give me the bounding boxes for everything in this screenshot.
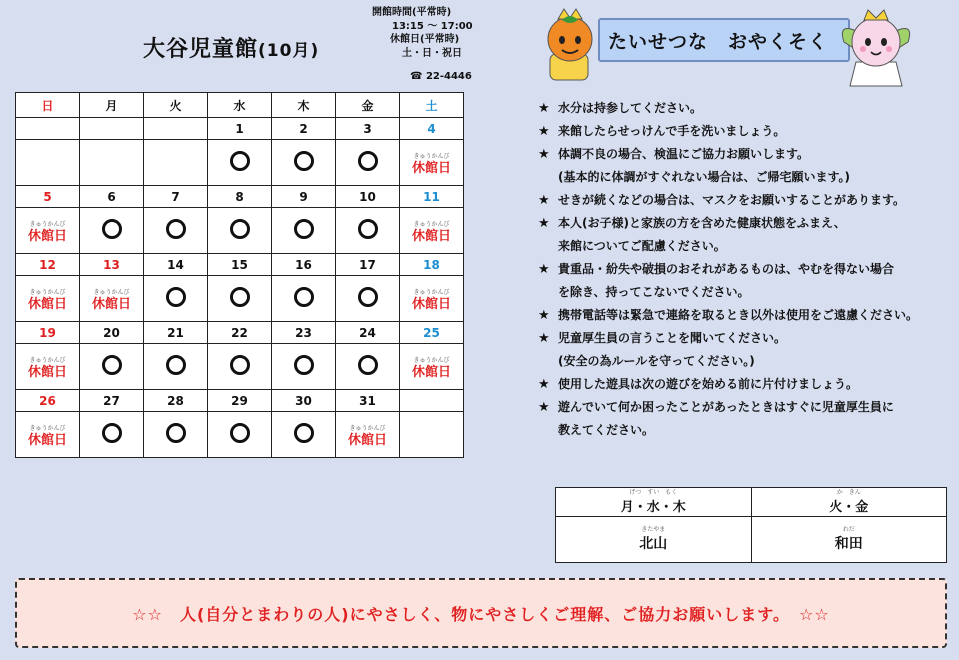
persimmon-mascot-icon <box>540 4 600 84</box>
rule-item <box>538 115 948 138</box>
closed-day-label: きゅうかんび 休館日 <box>91 288 131 312</box>
date-cell: 2 <box>272 118 336 140</box>
status-cell <box>80 208 144 254</box>
status-cell <box>336 412 400 458</box>
date-cell: 17 <box>336 254 400 276</box>
closed-label: 休館日(平常時) <box>390 34 460 45</box>
rule-text: 教えてください。 <box>558 423 655 437</box>
closed-day-label: きゅうかんび 休館日 <box>411 220 451 244</box>
open-circle-icon <box>230 423 250 443</box>
date-cell <box>400 390 464 412</box>
star-icon: ★ <box>538 262 550 277</box>
week-2-status <box>16 276 464 322</box>
week-4-status <box>16 412 464 458</box>
closed-day-label: きゅうかんび 休館日 <box>411 152 451 176</box>
week-0-dates <box>16 118 464 140</box>
status-cell <box>144 276 208 322</box>
status-cell <box>400 344 464 390</box>
date-cell: 1 <box>208 118 272 140</box>
status-cell <box>272 276 336 322</box>
staff-days-b: か きん 火・金 <box>751 488 947 517</box>
rule-item <box>538 184 948 207</box>
week-4-dates <box>16 390 464 412</box>
weekday-5: 金 <box>336 93 400 118</box>
date-cell: 26 <box>16 390 80 412</box>
status-cell <box>208 344 272 390</box>
rule-text: 貴重品・紛失や破損のおそれがあるものは、やむを得ない場合 <box>558 262 895 276</box>
rule-text: 本人(お子様)と家族の方を含めた健康状態をふまえ、 <box>558 216 846 230</box>
staff-name-a: きたやま 北山 <box>556 517 752 563</box>
closed-day-label: きゅうかんび 休館日 <box>411 356 451 380</box>
closed-day-label: きゅうかんび 休館日 <box>27 220 67 244</box>
star-icon: ★ <box>538 124 550 139</box>
staff-days-a: げつ すい もく 月・水・木 <box>556 488 752 517</box>
rule-text: せきが続くなどの場合は、マスクをお願いすることがあります。 <box>558 193 906 207</box>
weekday-6: 土 <box>400 93 464 118</box>
status-cell <box>16 140 80 186</box>
week-2-dates <box>16 254 464 276</box>
status-cell <box>80 412 144 458</box>
rule-item <box>538 207 948 253</box>
status-cell <box>400 412 464 458</box>
week-0-status <box>16 140 464 186</box>
open-circle-icon <box>166 287 186 307</box>
closed-day-label: きゅうかんび 休館日 <box>27 424 67 448</box>
weekday-0: 日 <box>16 93 80 118</box>
closed-day-label: きゅうかんび 休館日 <box>347 424 387 448</box>
rule-item <box>538 322 948 368</box>
weekday-3: 水 <box>208 93 272 118</box>
open-circle-icon <box>230 151 250 171</box>
week-3-status <box>16 344 464 390</box>
open-circle-icon <box>102 355 122 375</box>
open-circle-icon <box>358 151 378 171</box>
status-cell <box>144 412 208 458</box>
date-cell: 31 <box>336 390 400 412</box>
status-cell <box>336 208 400 254</box>
date-cell: 8 <box>208 186 272 208</box>
opening-info <box>372 6 473 84</box>
rule-item <box>538 391 948 437</box>
rule-item <box>538 299 948 322</box>
open-circle-icon <box>102 423 122 443</box>
date-cell: 28 <box>144 390 208 412</box>
rule-text: 使用した遊具は次の遊びを始める前に片付けましょう。 <box>558 377 859 391</box>
open-circle-icon <box>358 287 378 307</box>
status-cell <box>336 276 400 322</box>
rule-item <box>538 92 948 115</box>
status-cell <box>16 344 80 390</box>
rule-text: 水分は持参してください。 <box>558 101 703 115</box>
open-circle-icon <box>230 219 250 239</box>
status-cell <box>80 276 144 322</box>
open-circle-icon <box>166 423 186 443</box>
date-cell: 10 <box>336 186 400 208</box>
hours-label: 開館時間(平常時) <box>372 7 452 18</box>
date-cell: 12 <box>16 254 80 276</box>
star-icon: ★ <box>538 101 550 116</box>
date-cell: 29 <box>208 390 272 412</box>
open-circle-icon <box>230 287 250 307</box>
date-cell <box>16 118 80 140</box>
date-cell <box>80 118 144 140</box>
week-1-status <box>16 208 464 254</box>
closed-value: 土・日・祝日 <box>402 47 462 59</box>
date-cell: 25 <box>400 322 464 344</box>
status-cell <box>208 208 272 254</box>
phone-number: ☎ 22-4446 <box>410 71 472 82</box>
status-cell <box>272 140 336 186</box>
status-cell <box>272 412 336 458</box>
star-icon: ★ <box>538 331 550 346</box>
open-circle-icon <box>102 219 122 239</box>
status-cell <box>400 208 464 254</box>
date-cell: 30 <box>272 390 336 412</box>
star-icon: ★ <box>538 216 550 231</box>
rule-text: 児童厚生員の言うことを聞いてください。 <box>558 331 787 345</box>
date-cell: 20 <box>80 322 144 344</box>
rule-text: 体調不良の場合、検温にご協力お願いします。 <box>558 147 810 161</box>
open-circle-icon <box>166 219 186 239</box>
open-circle-icon <box>166 355 186 375</box>
date-cell: 5 <box>16 186 80 208</box>
staff-names-row <box>556 517 947 563</box>
date-cell: 24 <box>336 322 400 344</box>
status-cell <box>208 140 272 186</box>
date-cell: 18 <box>400 254 464 276</box>
open-circle-icon <box>230 355 250 375</box>
status-cell <box>336 140 400 186</box>
star-icon: ★ <box>538 193 550 208</box>
weekday-header-row <box>16 93 464 118</box>
important-promises-banner: たいせつな おやくそく <box>598 18 850 62</box>
status-cell <box>144 140 208 186</box>
star-icon: ★ <box>538 400 550 415</box>
weekday-2: 火 <box>144 93 208 118</box>
page-title <box>143 32 319 63</box>
rule-text: 来館についてご配慮ください。 <box>558 239 726 253</box>
rule-text: (安全の為ルールを守ってください。) <box>558 354 755 368</box>
rule-text: 来館したらせっけんで手を洗いましょう。 <box>558 124 786 138</box>
date-cell: 13 <box>80 254 144 276</box>
week-3-dates <box>16 322 464 344</box>
hours-value: 13:15 〜 17:00 <box>392 20 473 32</box>
princess-mascot-icon <box>840 2 912 88</box>
status-cell <box>208 412 272 458</box>
rule-item <box>538 138 948 184</box>
open-circle-icon <box>294 423 314 443</box>
status-cell <box>336 344 400 390</box>
status-cell <box>272 344 336 390</box>
weekday-4: 木 <box>272 93 336 118</box>
closed-day-label: きゅうかんび 休館日 <box>27 356 67 380</box>
date-cell: 23 <box>272 322 336 344</box>
calendar-table <box>15 92 464 458</box>
star-icon: ★ <box>538 308 550 323</box>
star-icon: ★ <box>538 377 550 392</box>
date-cell: 14 <box>144 254 208 276</box>
status-cell <box>16 276 80 322</box>
rule-text: (基本的に体調がすぐれない場合は、ご帰宅願います。) <box>558 170 851 184</box>
date-cell: 6 <box>80 186 144 208</box>
closed-day-label: きゅうかんび 休館日 <box>411 288 451 312</box>
status-cell <box>16 412 80 458</box>
date-cell: 9 <box>272 186 336 208</box>
date-cell: 7 <box>144 186 208 208</box>
rule-item <box>538 253 948 299</box>
status-cell <box>400 140 464 186</box>
date-cell: 27 <box>80 390 144 412</box>
rule-text: を除き、持ってこないでください。 <box>558 285 750 299</box>
title-text: 大谷児童館 <box>143 37 259 62</box>
status-cell <box>80 344 144 390</box>
open-circle-icon <box>294 355 314 375</box>
status-cell <box>272 208 336 254</box>
open-circle-icon <box>294 287 314 307</box>
rules-list <box>538 92 948 437</box>
staff-days-row <box>556 488 947 517</box>
status-cell <box>144 344 208 390</box>
weekday-1: 月 <box>80 93 144 118</box>
open-circle-icon <box>294 151 314 171</box>
status-cell <box>208 276 272 322</box>
week-1-dates <box>16 186 464 208</box>
status-cell <box>400 276 464 322</box>
rule-text: 遊んでいて何か困ったことがあったときはすぐに児童厚生員に <box>558 400 894 414</box>
footer-message: ☆☆ 人(自分とまわりの人)にやさしく、物にやさしくご理解、ご協力お願いします。 ☆☆ <box>15 578 947 648</box>
staff-table <box>555 487 947 563</box>
date-cell: 3 <box>336 118 400 140</box>
date-cell: 15 <box>208 254 272 276</box>
star-icon: ★ <box>538 147 550 162</box>
status-cell <box>80 140 144 186</box>
date-cell: 11 <box>400 186 464 208</box>
date-cell: 16 <box>272 254 336 276</box>
closed-day-label: きゅうかんび 休館日 <box>27 288 67 312</box>
open-circle-icon <box>358 355 378 375</box>
status-cell <box>144 208 208 254</box>
title-month: (10月) <box>258 41 320 61</box>
open-circle-icon <box>294 219 314 239</box>
open-circle-icon <box>358 219 378 239</box>
staff-name-b: わだ 和田 <box>751 517 947 563</box>
rule-text: 携帯電話等は緊急で連絡を取るとき以外は使用をご遠慮ください。 <box>558 308 919 322</box>
date-cell: 21 <box>144 322 208 344</box>
date-cell: 19 <box>16 322 80 344</box>
date-cell <box>144 118 208 140</box>
date-cell: 22 <box>208 322 272 344</box>
date-cell: 4 <box>400 118 464 140</box>
rule-item <box>538 368 948 391</box>
status-cell <box>16 208 80 254</box>
